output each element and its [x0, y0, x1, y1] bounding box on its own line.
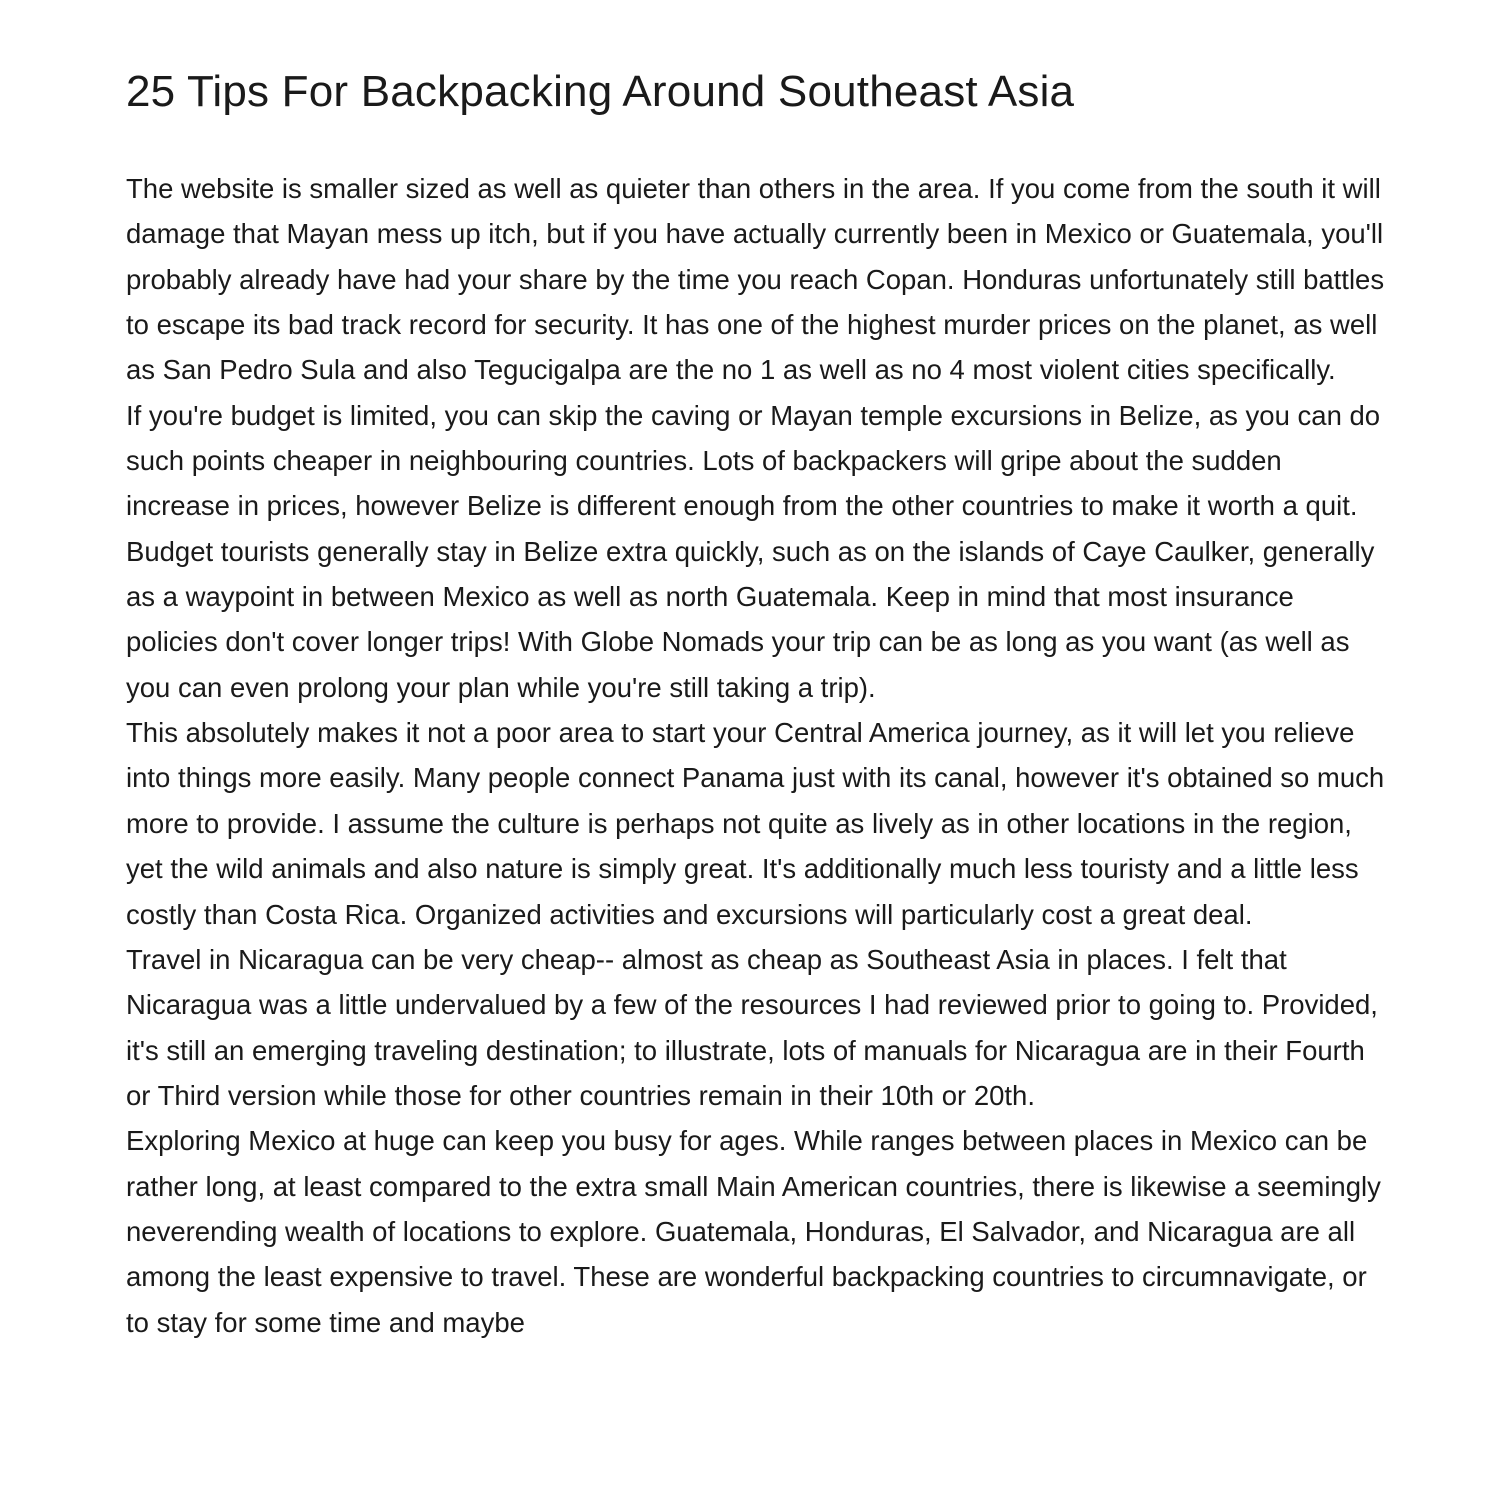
paragraph-5: Exploring Mexico at huge can keep you busy for ages. While ranges between places in Mexico can be rather long, at least compared to the extra small Main American countries, there is likewise a seemingly neverending wealth of locations to explore. Guatemala, Honduras, El Salvador, and Nicaragua are all among the least expensive to travel. These are wonderful backpacking countries to circumnavigate, or to stay for some time and maybe: [126, 1125, 1381, 1338]
document-title: 25 Tips For Backpacking Around Southeast Asia: [126, 67, 1075, 116]
paragraph-2: If you're budget is limited, you can skip the caving or Mayan temple excursions in Belize, as you can do such points cheaper in neighbouring countries. Lots of backpackers will gripe about the sudden increase in prices, however Belize is different enough from the other countries to make it worth a quit. Budget tourists generally stay in Belize extra quickly, such as on the islands of Caye Caulker, generally as a waypoint in between Mexico as well as north Guatemala. Keep in mind that most insurance policies don't cover longer trips! With Globe Nomads your trip can be as long as you want (as well as you can even prolong your plan while you're still taking a trip).: [126, 399, 1381, 703]
document-body: [126, 166, 1388, 1345]
paragraph-3: This absolutely makes it not a poor area to start your Central America journey, as it will let you relieve into things more easily. Many people connect Panama just with its canal, however it's obtained so much more to provide. I assume the culture is perhaps not quite as lively as in other locations in the region, yet the wild animals and also nature is simply great. It's additionally much less touristy and a little less costly than Costa Rica. Organized activities and excursions will particularly cost a great deal.: [126, 717, 1385, 930]
paragraph-4: Travel in Nicaragua can be very cheap-- almost as cheap as Southeast Asia in places. I felt that Nicaragua was a little undervalued by a few of the resources I had reviewed prior to going to. Provided, it's still an emerging traveling destination; to illustrate, lots of manuals for Nicaragua are in their Fourth or Third version while those for other countries remain in their 10th or 20th.: [126, 943, 1378, 1111]
paragraph-1: The website is smaller sized as well as quieter than others in the area. If you come from the south it will damage that Mayan mess up itch, but if you have actually currently been in Mexico or Guatemala, you'll probably already have had your share by the time you reach Copan. Honduras unfortunately still battles to escape its bad track record for security. It has one of the highest murder prices on the planet, as well as San Pedro Sula and also Tegucigalpa are the no 1 as well as no 4 most violent cities specifically.: [126, 173, 1385, 386]
